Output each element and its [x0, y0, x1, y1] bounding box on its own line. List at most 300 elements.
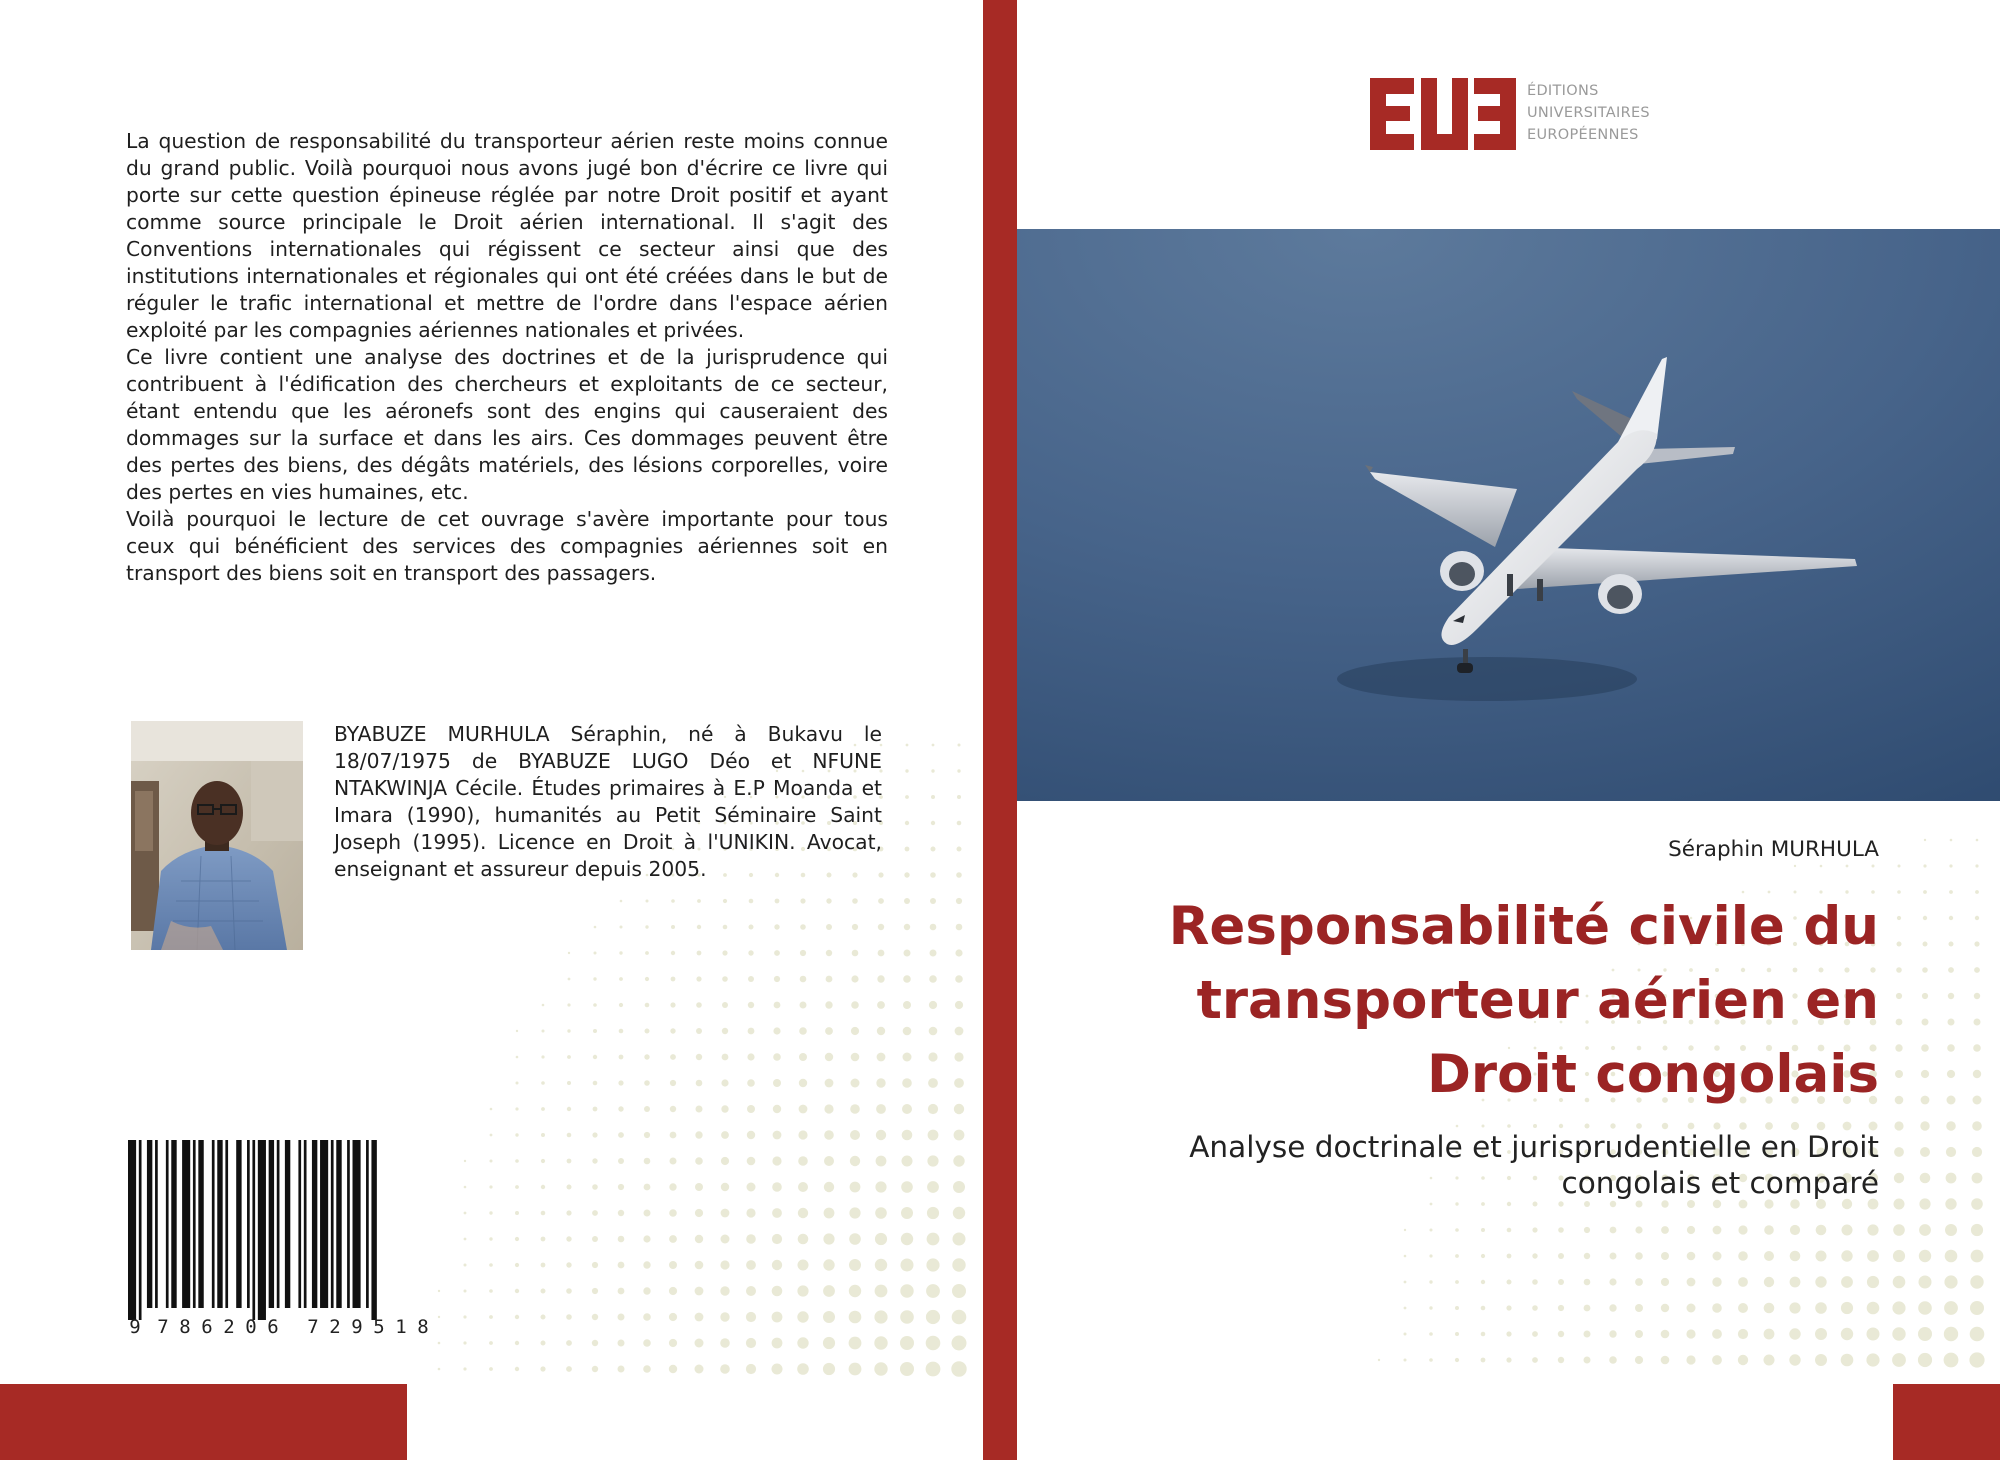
pattern-dot — [490, 1160, 493, 1163]
pattern-dot — [900, 1310, 914, 1324]
isbn-barcode — [128, 1140, 458, 1344]
pattern-dot — [1970, 1301, 1984, 1315]
pattern-dot — [772, 1156, 781, 1165]
pattern-dot — [902, 1104, 912, 1114]
pattern-dot — [800, 1002, 807, 1009]
pattern-dot — [926, 1362, 941, 1377]
pattern-dot — [1636, 1201, 1643, 1208]
pattern-dot — [1764, 1355, 1775, 1366]
pattern-dot — [1738, 1355, 1748, 1365]
pattern-dot — [1455, 1358, 1459, 1362]
barcode-bar — [128, 1140, 136, 1320]
pattern-dot — [1661, 1356, 1670, 1365]
pattern-dot — [671, 977, 676, 982]
pattern-dot — [1661, 1252, 1669, 1260]
pattern-dot — [1584, 1305, 1591, 1312]
barcode-digit: 7 — [307, 1316, 319, 1338]
pattern-dot — [696, 1002, 702, 1008]
pattern-dot — [1378, 1359, 1380, 1361]
pattern-dot — [799, 1105, 808, 1114]
pattern-dot — [515, 1133, 518, 1136]
pattern-dot — [1687, 1200, 1695, 1208]
pattern-dot — [1764, 1277, 1774, 1287]
pattern-dot — [901, 1207, 913, 1219]
pattern-dot — [1895, 1096, 1904, 1105]
pattern-dot — [1894, 1147, 1904, 1157]
pattern-dot — [592, 1132, 597, 1137]
pattern-dot — [490, 1108, 493, 1111]
pattern-dot — [593, 1107, 598, 1112]
pattern-dot — [489, 1211, 492, 1214]
pattern-dot — [1949, 942, 1954, 947]
pattern-dot — [746, 1208, 755, 1217]
pattern-dot — [619, 1003, 623, 1007]
pattern-dot — [850, 1130, 860, 1140]
pattern-dot — [1867, 1224, 1878, 1235]
pattern-dot — [594, 952, 597, 955]
pattern-dot — [1923, 916, 1927, 920]
pattern-dot — [489, 1185, 492, 1188]
pattern-dot — [721, 1079, 728, 1086]
pattern-dot — [799, 1027, 807, 1035]
barcode-digit: 0 — [245, 1316, 257, 1338]
pattern-dot — [746, 1234, 756, 1244]
pattern-dot — [1949, 890, 1953, 894]
pattern-dot — [1945, 1198, 1956, 1209]
pattern-dot — [1687, 1278, 1696, 1287]
pattern-dot — [772, 1182, 782, 1192]
pattern-dot — [903, 1053, 912, 1062]
pattern-dot — [953, 1233, 966, 1246]
pattern-dot — [1712, 1329, 1722, 1339]
pattern-dot — [1661, 1200, 1668, 1207]
pattern-dot — [875, 1181, 886, 1192]
pattern-dot — [1867, 1250, 1879, 1262]
pattern-dot — [799, 1053, 807, 1061]
pattern-dot — [1841, 1354, 1854, 1367]
pattern-dot — [905, 769, 908, 772]
pattern-dot — [1609, 1304, 1616, 1311]
pattern-dot — [1815, 1354, 1827, 1366]
pattern-dot — [956, 898, 962, 904]
pattern-dot — [957, 847, 962, 852]
pattern-dot — [850, 1156, 860, 1166]
pattern-dot — [720, 1286, 729, 1295]
pattern-dot — [1972, 1147, 1982, 1157]
pattern-dot — [618, 1184, 624, 1190]
pattern-dot — [696, 1054, 702, 1060]
cover-airplane-photo — [1017, 229, 2000, 801]
pattern-dot — [955, 949, 962, 956]
pattern-dot — [1919, 1198, 1930, 1209]
pattern-dot — [697, 899, 701, 903]
publisher-logo — [1370, 78, 1670, 150]
pattern-dot — [1918, 1353, 1932, 1367]
pattern-dot — [515, 1237, 519, 1241]
pattern-dot — [851, 1053, 860, 1062]
pattern-dot — [1764, 1251, 1774, 1261]
pattern-dot — [566, 1210, 571, 1215]
pattern-dot — [644, 1184, 651, 1191]
pattern-dot — [1738, 1225, 1747, 1234]
pattern-dot — [618, 1288, 625, 1295]
pattern-dot — [926, 1284, 940, 1298]
pattern-dot — [489, 1341, 493, 1345]
pattern-dot — [721, 1235, 730, 1244]
pattern-dot — [773, 1079, 781, 1087]
description-paragraph-1: La question de responsabilité du transporteur aérien reste moins connue du grand public. Voilà pourquoi nous avons jugé bon d'écrire ce livre qui porte sur cette question épineuse réglée par notre Droit positif et ayant comme source principale le Droit aérien international. Il s'agit des Conventions internationales qui régissent ce secteur ainsi que des institutions internationales et régionales qui ont été créées dans le but de réguler le trafic international et mettre de l'ordre dans l'espace aérien exploité par les compagnies aériennes nationales et privées. — [126, 129, 888, 342]
pattern-dot — [567, 1159, 572, 1164]
pattern-dot — [797, 1311, 808, 1322]
pattern-dot — [797, 1285, 808, 1296]
pattern-dot — [618, 1366, 625, 1373]
pattern-dot — [900, 1336, 914, 1350]
pattern-dot — [463, 1315, 466, 1318]
pattern-dot — [748, 976, 754, 982]
pattern-dot — [541, 1055, 544, 1058]
pattern-dot — [903, 1027, 912, 1036]
pattern-dot — [1921, 1096, 1930, 1105]
pattern-dot — [1764, 1225, 1774, 1235]
barcode-bar — [166, 1140, 169, 1308]
pattern-dot — [1635, 1356, 1643, 1364]
pattern-dot — [876, 1104, 886, 1114]
pattern-dot — [1764, 1303, 1775, 1314]
pattern-dot — [722, 950, 727, 955]
pattern-dot — [1922, 1019, 1929, 1026]
pattern-dot — [1610, 1253, 1617, 1260]
pattern-dot — [643, 1365, 651, 1373]
pattern-dot — [1973, 1044, 1981, 1052]
pattern-dot — [1947, 1096, 1956, 1105]
pattern-dot — [1841, 1250, 1852, 1261]
pattern-dot — [1921, 1070, 1929, 1078]
pattern-dot — [1558, 1279, 1564, 1285]
pattern-dot — [1946, 1173, 1957, 1184]
pattern-dot — [542, 1004, 545, 1007]
pattern-dot — [746, 1364, 756, 1374]
pattern-dot — [954, 1052, 963, 1061]
pattern-dot — [619, 951, 622, 954]
pattern-dot — [669, 1209, 677, 1217]
pattern-dot — [1897, 890, 1901, 894]
pattern-dot — [695, 1313, 704, 1322]
pattern-dot — [1974, 941, 1979, 946]
pattern-dot — [645, 1003, 650, 1008]
pattern-dot — [592, 1340, 598, 1346]
pattern-dot — [1924, 839, 1926, 841]
pattern-dot — [878, 898, 884, 904]
pattern-dot — [1975, 890, 1979, 894]
pattern-dot — [697, 925, 701, 929]
pattern-dot — [541, 1341, 546, 1346]
pattern-dot — [464, 1290, 467, 1293]
pattern-dot — [1610, 1227, 1617, 1234]
pattern-dot — [774, 950, 780, 956]
pattern-dot — [823, 1337, 835, 1349]
pattern-dot — [953, 1155, 964, 1166]
pattern-dot — [825, 1027, 833, 1035]
pattern-dot — [1482, 1125, 1485, 1128]
back-cover-description — [126, 128, 888, 587]
pattern-dot — [644, 1106, 650, 1112]
logo-line-3: EUROPÉENNES — [1527, 127, 1639, 143]
barcode-digit: 6 — [201, 1316, 213, 1338]
pattern-dot — [618, 1132, 624, 1138]
pattern-dot — [826, 950, 832, 956]
pattern-dot — [955, 975, 963, 983]
pattern-dot — [826, 924, 832, 930]
pattern-dot — [490, 1134, 493, 1137]
pattern-dot — [593, 1003, 597, 1007]
pattern-dot — [1533, 1202, 1538, 1207]
pattern-dot — [566, 1262, 571, 1267]
pattern-dot — [670, 1106, 676, 1112]
pattern-dot — [904, 872, 909, 877]
pattern-dot — [721, 1209, 730, 1218]
pattern-dot — [592, 1288, 598, 1294]
pattern-dot — [1947, 1070, 1955, 1078]
barcode-bar — [236, 1140, 241, 1308]
pattern-dot — [798, 1260, 809, 1271]
pattern-dot — [1972, 1173, 1983, 1184]
pattern-dot — [515, 1315, 519, 1319]
pattern-dot — [772, 1312, 783, 1323]
pattern-dot — [1532, 1279, 1538, 1285]
pattern-dot — [618, 1210, 624, 1216]
pattern-dot — [798, 1130, 807, 1139]
pattern-dot — [671, 899, 675, 903]
pattern-dot — [1507, 1202, 1511, 1206]
pattern-dot — [1894, 1121, 1903, 1130]
pattern-dot — [1789, 1328, 1800, 1339]
pattern-dot — [464, 1186, 467, 1189]
barcode-digit: 8 — [417, 1316, 429, 1338]
pattern-dot — [1481, 1202, 1485, 1206]
pattern-dot — [541, 1133, 545, 1137]
pattern-dot — [1712, 1277, 1721, 1286]
pattern-dot — [697, 951, 702, 956]
pattern-dot — [516, 1082, 519, 1085]
barcode-digits — [128, 1316, 458, 1340]
pattern-dot — [567, 1185, 572, 1190]
pattern-dot — [1975, 916, 1979, 920]
pattern-dot — [1635, 1252, 1643, 1260]
pattern-dot — [851, 1001, 859, 1009]
pattern-dot — [1429, 1280, 1432, 1283]
pattern-dot — [1712, 1303, 1722, 1313]
pattern-dot — [1429, 1358, 1433, 1362]
pattern-dot — [669, 1313, 677, 1321]
pattern-dot — [1918, 1301, 1932, 1315]
pattern-dot — [930, 898, 936, 904]
pattern-dot — [619, 1029, 624, 1034]
barcode-digit: 2 — [329, 1316, 341, 1338]
pattern-dot — [823, 1259, 834, 1270]
pattern-dot — [723, 925, 728, 930]
pattern-dot — [1866, 1353, 1879, 1366]
pattern-dot — [723, 899, 727, 903]
barcode-bar — [312, 1140, 317, 1308]
pattern-dot — [772, 1364, 783, 1375]
barcode-bar — [182, 1140, 190, 1308]
pattern-dot — [1635, 1330, 1643, 1338]
pattern-dot — [1974, 1019, 1981, 1026]
pattern-dot — [772, 1260, 782, 1270]
pattern-dot — [900, 1362, 914, 1376]
pattern-dot — [824, 1208, 835, 1219]
pattern-dot — [825, 1079, 834, 1088]
pattern-dot — [747, 1079, 755, 1087]
barcode-bar — [139, 1140, 142, 1320]
pattern-dot — [695, 1235, 703, 1243]
pattern-dot — [904, 924, 910, 930]
pattern-dot — [1507, 1124, 1511, 1128]
logo-line-1: ÉDITIONS — [1527, 83, 1599, 99]
pattern-dot — [954, 1104, 964, 1114]
pattern-dot — [1687, 1304, 1696, 1313]
pattern-dot — [645, 951, 649, 955]
pattern-dot — [800, 924, 806, 930]
pattern-dot — [1921, 1044, 1929, 1052]
pattern-dot — [644, 1158, 651, 1165]
pattern-dot — [1973, 1096, 1982, 1105]
pattern-dot — [567, 1055, 571, 1059]
pattern-dot — [1841, 1276, 1853, 1288]
pattern-dot — [747, 1131, 755, 1139]
pattern-dot — [695, 1339, 704, 1348]
pattern-dot — [953, 1181, 965, 1193]
barcode-digit: 7 — [157, 1316, 169, 1338]
pattern-dot — [1635, 1304, 1643, 1312]
pattern-dot — [1946, 1147, 1956, 1157]
pattern-dot — [515, 1159, 519, 1163]
pattern-dot — [932, 744, 935, 747]
pattern-dot — [643, 1235, 650, 1242]
pattern-dot — [956, 872, 962, 878]
pattern-dot — [1455, 1202, 1458, 1205]
pattern-dot — [1738, 1329, 1748, 1339]
pattern-dot — [618, 1080, 623, 1085]
pattern-dot — [931, 821, 935, 825]
pattern-dot — [1481, 1254, 1485, 1258]
pattern-dot — [903, 1001, 911, 1009]
barcode-bar — [258, 1140, 266, 1320]
pattern-dot — [1867, 1328, 1880, 1341]
pattern-dot — [878, 924, 884, 930]
pattern-dot — [1867, 1276, 1879, 1288]
front-author-name: Séraphin MURHULA — [1668, 837, 1879, 862]
pattern-dot — [1841, 1302, 1853, 1314]
pattern-dot — [721, 1105, 728, 1112]
pattern-dot — [876, 1130, 886, 1140]
pattern-dot — [720, 1338, 730, 1348]
pattern-dot — [670, 1080, 676, 1086]
pattern-dot — [464, 1160, 466, 1162]
pattern-dot — [928, 1052, 937, 1061]
pattern-dot — [670, 1158, 677, 1165]
pattern-dot — [489, 1289, 493, 1293]
pattern-dot — [515, 1341, 519, 1345]
front-bottom-bar — [1893, 1384, 2000, 1460]
pattern-dot — [905, 821, 909, 825]
pattern-dot — [1923, 890, 1927, 894]
pattern-dot — [722, 1054, 729, 1061]
barcode-bar — [217, 1140, 222, 1308]
pattern-dot — [541, 1081, 545, 1085]
pattern-dot — [489, 1237, 492, 1240]
pattern-dot — [516, 1056, 519, 1059]
pattern-dot — [1842, 1225, 1853, 1236]
pattern-dot — [747, 1053, 754, 1060]
pattern-dot — [876, 1156, 887, 1167]
pattern-dot — [1609, 1330, 1616, 1337]
pattern-dot — [515, 1211, 519, 1215]
pattern-dot — [1532, 1305, 1538, 1311]
pattern-dot — [1895, 1070, 1903, 1078]
pattern-dot — [1945, 1250, 1958, 1263]
pattern-dot — [956, 924, 963, 931]
pattern-dot — [1404, 1255, 1407, 1258]
pattern-dot — [1897, 942, 1902, 947]
pattern-dot — [593, 977, 596, 980]
pattern-dot — [464, 1238, 467, 1241]
barcode-bar — [147, 1140, 152, 1308]
pattern-dot — [1949, 864, 1952, 867]
barcode-digit: 8 — [179, 1316, 191, 1338]
pattern-dot — [746, 1260, 756, 1270]
pattern-dot — [1896, 967, 1902, 973]
pattern-dot — [644, 1080, 650, 1086]
pattern-dot — [695, 1209, 703, 1217]
barcode-digit: 5 — [373, 1316, 385, 1338]
pattern-dot — [1892, 1301, 1905, 1314]
pattern-dot — [566, 1366, 572, 1372]
pattern-dot — [772, 1338, 783, 1349]
pattern-dot — [1897, 916, 1901, 920]
barcode-bar — [304, 1140, 307, 1308]
pattern-dot — [1892, 1353, 1906, 1367]
pattern-dot — [592, 1366, 598, 1372]
barcode-digit: 2 — [223, 1316, 235, 1338]
pattern-dot — [952, 1258, 965, 1271]
pattern-dot — [931, 795, 935, 799]
pattern-dot — [669, 1261, 677, 1269]
pattern-dot — [929, 1027, 938, 1036]
pattern-dot — [952, 1310, 967, 1325]
barcode-bar — [277, 1140, 280, 1308]
pattern-dot — [1892, 1327, 1905, 1340]
pattern-dot — [1532, 1227, 1537, 1232]
pattern-dot — [824, 1104, 833, 1113]
pattern-dot — [1923, 942, 1928, 947]
pattern-dot — [927, 1207, 939, 1219]
pattern-dot — [1846, 865, 1849, 868]
pattern-dot — [875, 1285, 888, 1298]
pattern-dot — [1506, 1357, 1511, 1362]
pattern-dot — [746, 1312, 756, 1322]
pattern-dot — [851, 975, 858, 982]
pattern-dot — [542, 1030, 545, 1033]
pattern-dot — [669, 1183, 676, 1190]
pattern-dot — [1712, 1355, 1722, 1365]
pattern-dot — [619, 977, 623, 981]
pattern-dot — [592, 1158, 597, 1163]
pattern-dot — [720, 1364, 730, 1374]
pattern-dot — [1975, 864, 1978, 867]
pattern-dot — [669, 1287, 677, 1295]
pattern-dot — [1404, 1333, 1407, 1336]
